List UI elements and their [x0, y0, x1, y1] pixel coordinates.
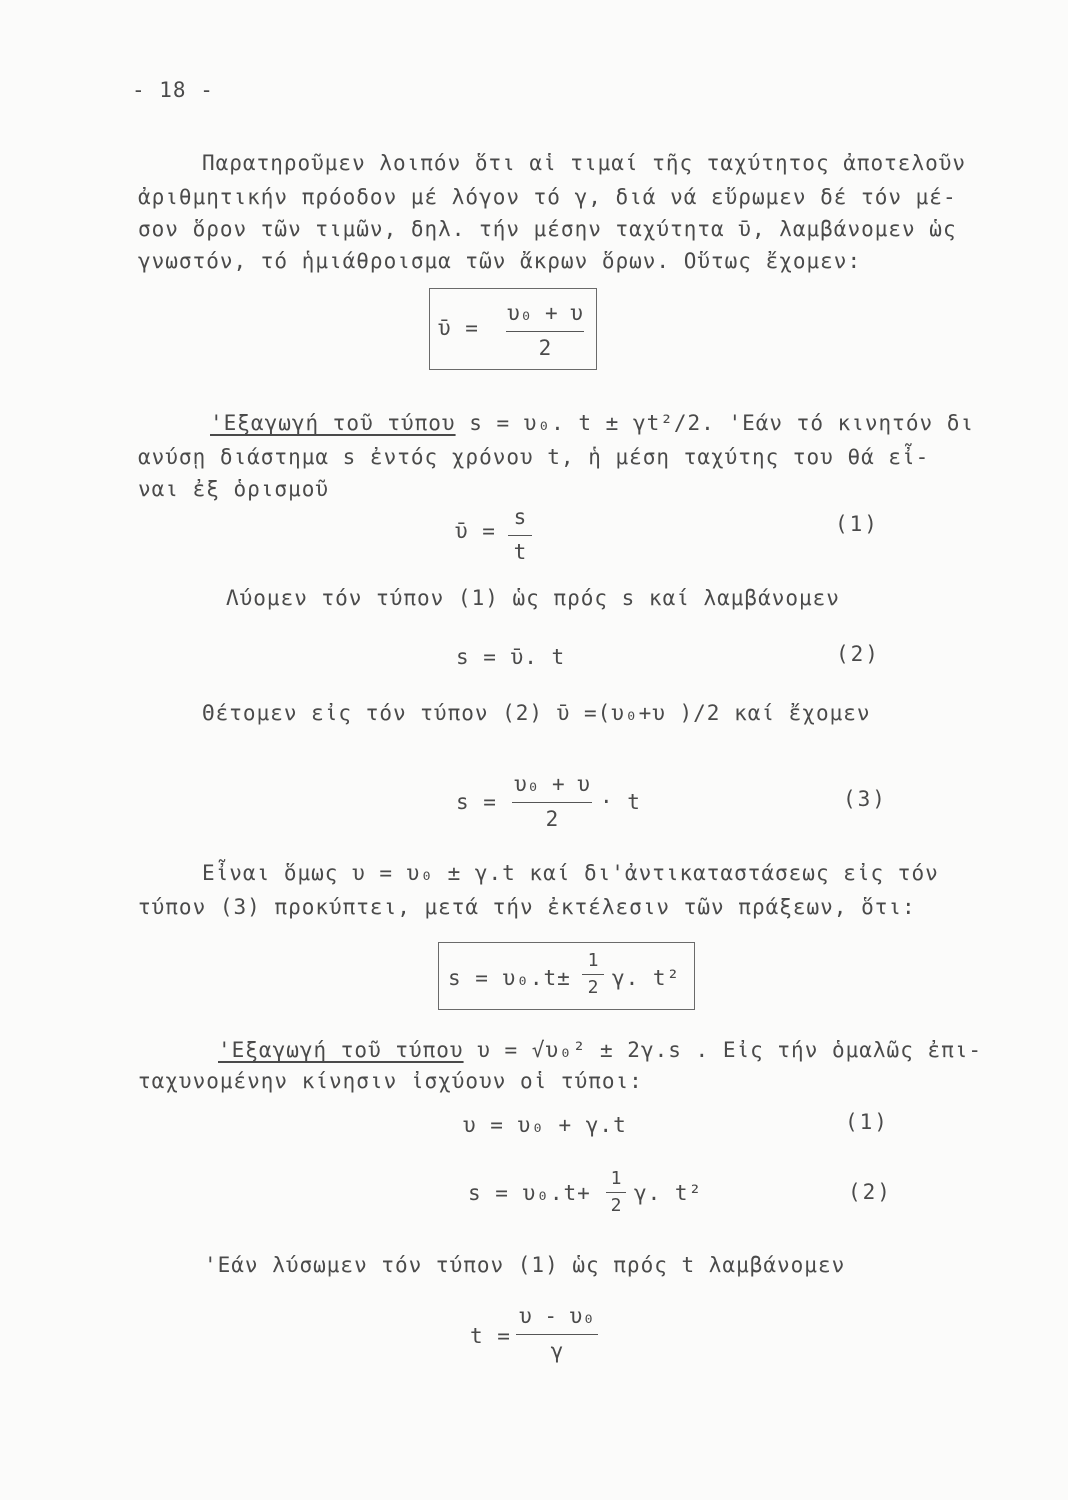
section-1-line-1-rest: 'Εάν τό κινητόν δι	[728, 411, 975, 435]
paragraph-1-line-2: ἀριθμητικήν πρόοδον μέ λόγον τό γ, διά νά εὕρωμεν δέ τόν μέ-	[138, 185, 957, 209]
paragraph-1-line-1: Παρατηροῦμεν λοιπόν ὅτι αἱ τιμαί τῆς ταχύτητος ἀποτελοῦν	[202, 151, 967, 175]
section-2-line-1	[218, 1040, 982, 1061]
box1-lhs: ῡ =	[438, 316, 479, 340]
eq3-denominator: 2	[545, 807, 559, 831]
section-1-line-2: ανύσῃ διάστημα s ἐντός χρόνου t, ἡ μέση ταχύτης του θά εἶ-	[138, 445, 930, 469]
paragraph-1-line-4: γνωστόν, τό ἡμιάθροισμα τῶν ἄκρων ὅρων. Οὕτως ἔχομεν:	[138, 249, 862, 273]
box1-fraction	[506, 301, 584, 360]
text-solve-for-t: 'Εάν λύσωμεν τόν τύπον (1) ὡς πρός t λαμβάνομεν	[204, 1253, 846, 1277]
eq3-fraction	[512, 772, 592, 831]
eq-final-1-label: (1)	[845, 1110, 889, 1134]
section-2-formula: υ = √υ₀² ± 2γ.s	[477, 1038, 682, 1062]
eq1-numerator: s	[513, 505, 527, 529]
section-2-line-1-rest: . Εἰς τήν ὁμαλῶς ἐπι-	[695, 1038, 983, 1062]
section-1-formula: s = υ₀. t ± γt²/2.	[469, 411, 715, 435]
box2-lhs: s = υ₀.t±	[448, 966, 571, 990]
eq-t-lhs: t =	[470, 1324, 511, 1348]
eq-final-2-denominator: 2	[610, 1195, 622, 1216]
eq2: s = ῡ. t	[456, 645, 566, 669]
eq3-rhs: · t	[600, 790, 641, 814]
section-1-line-1	[210, 413, 974, 434]
box1-numerator: υ₀ + υ	[507, 301, 583, 325]
eq1-label: (1)	[835, 512, 879, 536]
box2-numerator: 1	[587, 950, 599, 971]
eq3-label: (3)	[843, 787, 887, 811]
eq-final-2-rhs: γ. t²	[634, 1181, 703, 1205]
eq3-numerator: υ₀ + υ	[514, 772, 590, 796]
text-solve-for-s: Λύομεν τόν τύπον (1) ὡς πρός s καί λαμβάνομεν	[226, 586, 840, 610]
fraction-bar	[606, 1192, 626, 1193]
text-substitute: Θέτομεν εἰς τόν τύπον (2) ῡ =(υ₀+υ )/2 καί ἔχομεν	[202, 701, 871, 725]
paragraph-2-line-2: τύπον (3) προκύπτει, μετά τήν ἐκτέλεσιν τῶν πράξεων, ὅτι:	[138, 895, 916, 919]
eq-final-2-label: (2)	[848, 1180, 892, 1204]
section-1-line-3: ναι ἐξ ὁρισμοῦ	[138, 477, 330, 501]
eq1-lhs: ῡ =	[455, 519, 496, 543]
eq2-label: (2)	[836, 642, 880, 666]
fraction-bar	[506, 331, 584, 332]
section-1-heading: 'Εξαγωγή τοῦ τύπου	[210, 411, 456, 435]
box2-rhs: γ. t²	[612, 966, 681, 990]
eq1-denominator: t	[513, 540, 527, 564]
paragraph-1-line-3: σον ὅρον τῶν τιμῶν, δηλ. τήν μέσην ταχύτητα ῡ, λαμβάνομεν ὡς	[138, 217, 957, 241]
box2-fraction	[582, 950, 604, 998]
eq-t-fraction	[516, 1304, 598, 1363]
box2-denominator: 2	[587, 977, 599, 998]
fraction-bar	[582, 974, 604, 975]
paragraph-2-line-1: Εἶναι ὅμως υ = υ₀ ± γ.t καί δι'ἀντικαταστάσεως εἰς τόν	[202, 861, 939, 885]
eq-final-2-fraction	[606, 1168, 626, 1216]
eq-t-numerator: υ - υ₀	[519, 1304, 595, 1328]
section-2-line-2: ταχυνομένην κίνησιν ἰσχύουν οἱ τύποι:	[138, 1069, 643, 1093]
page-number: - 18 -	[132, 78, 214, 102]
eq-t-denominator: γ	[550, 1339, 564, 1363]
eq3-lhs: s =	[456, 790, 497, 814]
eq1-fraction	[508, 505, 532, 564]
eq-final-2-lhs: s = υ₀.t+	[468, 1181, 591, 1205]
section-2-heading: 'Εξαγωγή τοῦ τύπου	[218, 1038, 464, 1062]
fraction-bar	[516, 1334, 598, 1335]
fraction-bar	[508, 535, 532, 536]
fraction-bar	[512, 802, 592, 803]
eq-final-2-numerator: 1	[610, 1168, 622, 1189]
box1-denominator: 2	[538, 336, 552, 360]
eq-final-1: υ = υ₀ + γ.t	[463, 1113, 627, 1137]
